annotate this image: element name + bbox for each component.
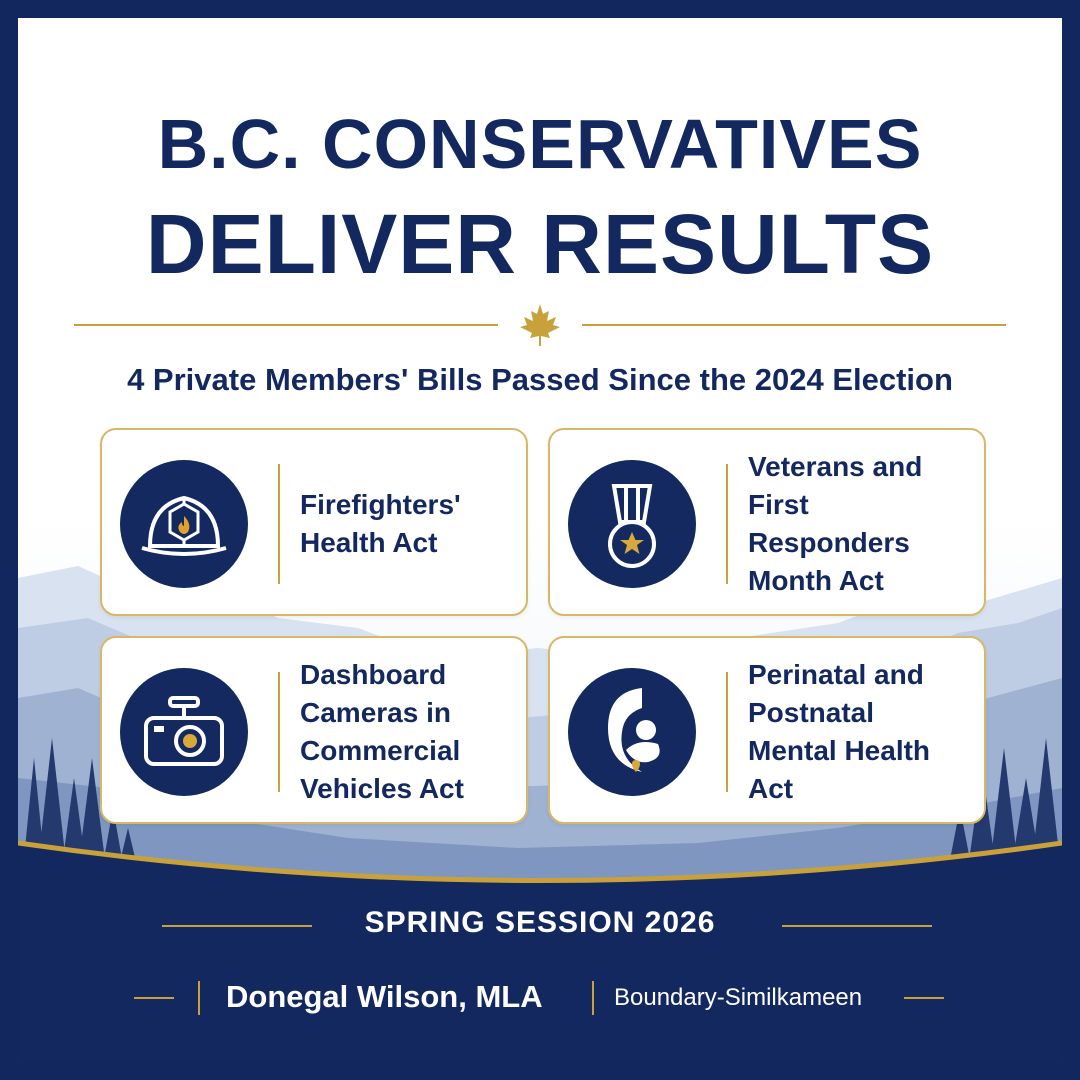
subtitle: 4 Private Members' Bills Passed Since the 2024 Election <box>127 362 953 397</box>
member-rule-right <box>904 997 944 999</box>
member-row <box>18 973 1062 1023</box>
medal-icon <box>568 460 696 588</box>
card-divider <box>278 464 280 584</box>
bill-title <box>300 638 520 826</box>
bill-title-line: Veterans and <box>748 451 923 482</box>
poster <box>18 18 1062 1062</box>
mother-and-baby-icon <box>568 668 696 796</box>
bill-title-line: Perinatal and <box>748 659 924 690</box>
bill-title-line: Vehicles Act <box>300 773 464 804</box>
bill-title-line: Dashboard <box>300 659 447 690</box>
member-rule-left <box>134 997 174 999</box>
card-divider <box>726 464 728 584</box>
bill-card-veterans <box>548 428 986 616</box>
member-bar <box>198 981 200 1015</box>
riding-name: Boundary-Similkameen <box>614 984 863 1011</box>
headline-line-1: B.C. CONSERVATIVES <box>157 105 923 183</box>
session-rule-right <box>782 925 932 927</box>
bill-title-line: Firefighters' <box>300 489 461 520</box>
bill-title-line: Mental Health Act <box>748 735 931 804</box>
bill-card-dashcams <box>100 636 528 824</box>
bill-title-line: Month Act <box>748 565 884 596</box>
card-divider <box>278 672 280 792</box>
maple-leaf-icon <box>515 300 565 350</box>
headline-line-2: DELIVER RESULTS <box>145 197 935 291</box>
bill-title <box>300 430 520 618</box>
divider-right <box>582 324 1006 326</box>
firefighter-helmet-icon <box>120 460 248 588</box>
member-name: Donegal Wilson, MLA <box>226 979 543 1014</box>
divider-left <box>74 324 498 326</box>
bill-title-line: Commercial <box>300 735 461 766</box>
bill-card-perinatal <box>548 636 986 824</box>
bill-title-line: Health Act <box>300 527 438 558</box>
bill-title-line: Cameras in <box>300 697 451 728</box>
bill-title <box>748 430 968 618</box>
bill-card-firefighters <box>100 428 528 616</box>
card-divider <box>726 672 728 792</box>
bill-title-line: Postnatal <box>748 697 875 728</box>
session-label: SPRING SESSION 2026 <box>364 906 716 939</box>
bill-title <box>748 638 968 826</box>
dashcam-icon <box>120 668 248 796</box>
bill-title-line: First Responders <box>748 489 910 558</box>
member-bar <box>592 981 594 1015</box>
